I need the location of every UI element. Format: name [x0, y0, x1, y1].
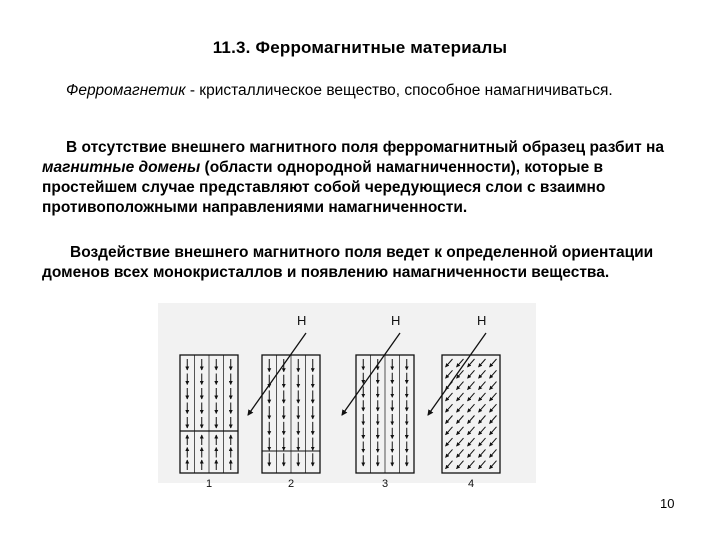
- domain-arrow-diagonal: [468, 438, 475, 446]
- domain-arrow-diagonal: [446, 427, 453, 435]
- domain-arrow-diagonal: [468, 370, 475, 378]
- domain-arrow-diagonal: [490, 393, 497, 401]
- domain-arrow-diagonal: [457, 393, 464, 401]
- paragraph-definition: [42, 81, 662, 101]
- domain-arrow-diagonal: [479, 393, 486, 401]
- domain-arrow-diagonal: [468, 359, 475, 367]
- domain-arrow-diagonal: [479, 449, 486, 457]
- domain-arrow-diagonal: [479, 359, 486, 367]
- paragraph-external-field: [42, 243, 682, 283]
- domain-arrow-diagonal: [446, 393, 453, 401]
- definition-text: - кристаллическое вещество, способное намагничиваться.: [185, 82, 613, 99]
- domains-figure: [158, 303, 536, 490]
- domain-arrow-diagonal: [479, 404, 486, 412]
- field-arrow-h: [428, 333, 486, 415]
- domain-arrow-diagonal: [479, 370, 486, 378]
- domains-text-after: (области однородной намагниченности), которые в простейшем случае представляют собой чередующиеся слои с взаимно противоположными направлениями намагниченности.: [42, 159, 606, 216]
- domain-arrow-diagonal: [457, 438, 464, 446]
- term-ferromagnet: Ферромагнетик: [66, 82, 186, 99]
- domains-text-before: В отсутствие внешнего магнитного поля ферромагнитный образец разбит на: [66, 139, 665, 156]
- domain-arrow-diagonal: [490, 449, 497, 457]
- panel-number-4: 4: [467, 478, 475, 490]
- panel-number-1: 1: [205, 478, 213, 490]
- domain-arrow-diagonal: [490, 438, 497, 446]
- term-magnetic-domains: магнитные домены: [42, 159, 201, 176]
- domain-arrow-diagonal: [446, 359, 453, 367]
- domain-arrow-diagonal: [490, 404, 497, 412]
- domain-arrow-diagonal: [446, 404, 453, 412]
- domain-arrow-diagonal: [468, 393, 475, 401]
- panel-number-3: 3: [381, 478, 389, 490]
- domain-arrow-diagonal: [490, 461, 497, 469]
- domain-arrow-diagonal: [468, 449, 475, 457]
- domain-arrow-diagonal: [490, 427, 497, 435]
- domain-arrow-diagonal: [479, 416, 486, 424]
- domain-arrow-diagonal: [490, 416, 497, 424]
- domain-arrow-diagonal: [479, 382, 486, 390]
- page-title: 11.3. Ферромагнитные материалы: [212, 38, 508, 57]
- field-arrow-h: [248, 333, 306, 415]
- domain-arrow-diagonal: [468, 382, 475, 390]
- field-label-h: H: [391, 313, 401, 328]
- domain-arrow-diagonal: [457, 461, 464, 469]
- domain-arrow-diagonal: [446, 416, 453, 424]
- field-label-h: H: [477, 313, 487, 328]
- field-arrow-h: [342, 333, 400, 415]
- domain-arrow-diagonal: [479, 427, 486, 435]
- domain-arrow-diagonal: [468, 416, 475, 424]
- panel-number-2: 2: [287, 478, 295, 490]
- domain-arrow-diagonal: [457, 404, 464, 412]
- domain-arrow-diagonal: [457, 382, 464, 390]
- domain-arrow-diagonal: [490, 370, 497, 378]
- domain-arrow-diagonal: [479, 461, 486, 469]
- domain-arrow-diagonal: [446, 438, 453, 446]
- domain-arrow-diagonal: [468, 461, 475, 469]
- domain-arrow-diagonal: [457, 416, 464, 424]
- domain-arrow-diagonal: [446, 461, 453, 469]
- domain-arrow-diagonal: [468, 404, 475, 412]
- domain-arrow-diagonal: [490, 359, 497, 367]
- domain-arrow-diagonal: [479, 438, 486, 446]
- page-number: 10: [660, 496, 675, 511]
- external-field-text: Воздействие внешнего магнитного поля ведет к определенной ориентации доменов всех монокристаллов и появлению намагниченности вещества.: [42, 244, 654, 281]
- domain-arrow-diagonal: [457, 449, 464, 457]
- domain-arrow-diagonal: [446, 370, 453, 378]
- domain-arrow-diagonal: [468, 427, 475, 435]
- domain-arrow-diagonal: [490, 382, 497, 390]
- paragraph-domains: [42, 138, 692, 218]
- domains-diagram: [158, 303, 536, 490]
- field-label-h: H: [297, 313, 307, 328]
- domain-arrow-diagonal: [446, 449, 453, 457]
- domain-arrow-diagonal: [457, 427, 464, 435]
